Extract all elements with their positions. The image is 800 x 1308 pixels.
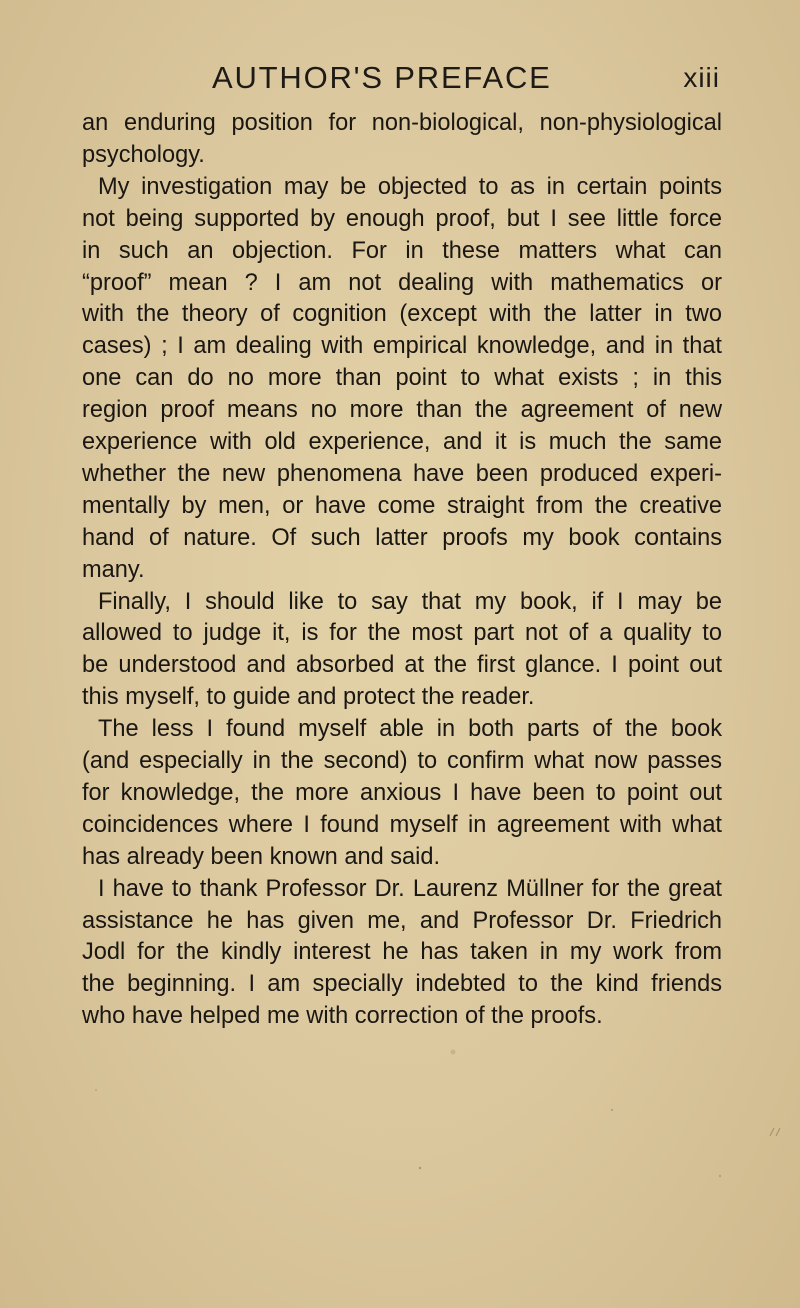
text-line: who have helped me with correction of the proofs. bbox=[82, 1003, 603, 1030]
text-line: mentally by men, or have come straight from the creative bbox=[82, 492, 722, 519]
running-head bbox=[0, 58, 800, 102]
text-line: hand of nature. Of such latter proofs my book contains bbox=[82, 524, 722, 551]
text-line: in such an objection. For in these matters what can bbox=[82, 237, 722, 264]
text-line: for knowledge, the more anxious I have been to point out bbox=[82, 779, 722, 806]
running-head-title: AUTHOR'S PREFACE bbox=[212, 60, 552, 95]
text-line: whether the new phenomena have been produced experi- bbox=[82, 460, 722, 487]
speck bbox=[419, 1167, 421, 1169]
speck bbox=[451, 1050, 456, 1055]
text-line: many. bbox=[82, 556, 145, 583]
text-line: one can do no more than point to what exists ; in this bbox=[82, 365, 722, 392]
text-line: this myself, to guide and protect the reader. bbox=[82, 684, 535, 711]
text-line: not being supported by enough proof, but I see little force bbox=[82, 205, 722, 232]
text-line: Jodl for the kindly interest he has taken in my work from bbox=[82, 939, 722, 966]
text-line: psychology. bbox=[82, 141, 205, 168]
text-line: experience with old experience, and it is much the same bbox=[82, 429, 722, 455]
text-line: assistance he has given me, and Professor Dr. Friedrich bbox=[82, 907, 722, 934]
text-line: has already been known and said. bbox=[82, 843, 441, 870]
speck bbox=[719, 1175, 721, 1177]
text-line: with the theory of cognition (except with the latter in two bbox=[82, 301, 722, 328]
text-line: region proof means no more than the agreement of new bbox=[82, 397, 722, 424]
speck bbox=[611, 1109, 613, 1111]
text-line: the beginning. I am specially indebted to the kind friends bbox=[82, 971, 722, 998]
text-line: The less I found myself able in both parts of the book bbox=[98, 716, 722, 743]
speck bbox=[95, 1089, 97, 1091]
text-line: allowed to judge it, is for the most part not of a quality to bbox=[82, 620, 722, 647]
text-line: (and especially in the second) to confirm what now passes bbox=[82, 748, 722, 774]
text-line: cases) ; I am dealing with empirical knowledge, and in that bbox=[82, 333, 722, 360]
text-line: an enduring position for non-biological, non-physiological bbox=[82, 110, 722, 136]
text-line: coincidences where I found myself in agreement with what bbox=[82, 811, 722, 838]
text-line: My investigation may be objected to as in certain points bbox=[98, 173, 722, 200]
text-line: “proof” mean ? I am not dealing with mathematics or bbox=[82, 269, 722, 296]
page-number: xiii bbox=[683, 62, 720, 93]
text-line: I have to thank Professor Dr. Laurenz Müllner for the great bbox=[98, 875, 722, 902]
speck bbox=[770, 1128, 774, 1136]
text-line: be understood and absorbed at the first glance. I point out bbox=[82, 652, 722, 679]
text-line: Finally, I should like to say that my book, if I may be bbox=[98, 588, 722, 615]
speck bbox=[776, 1128, 780, 1136]
